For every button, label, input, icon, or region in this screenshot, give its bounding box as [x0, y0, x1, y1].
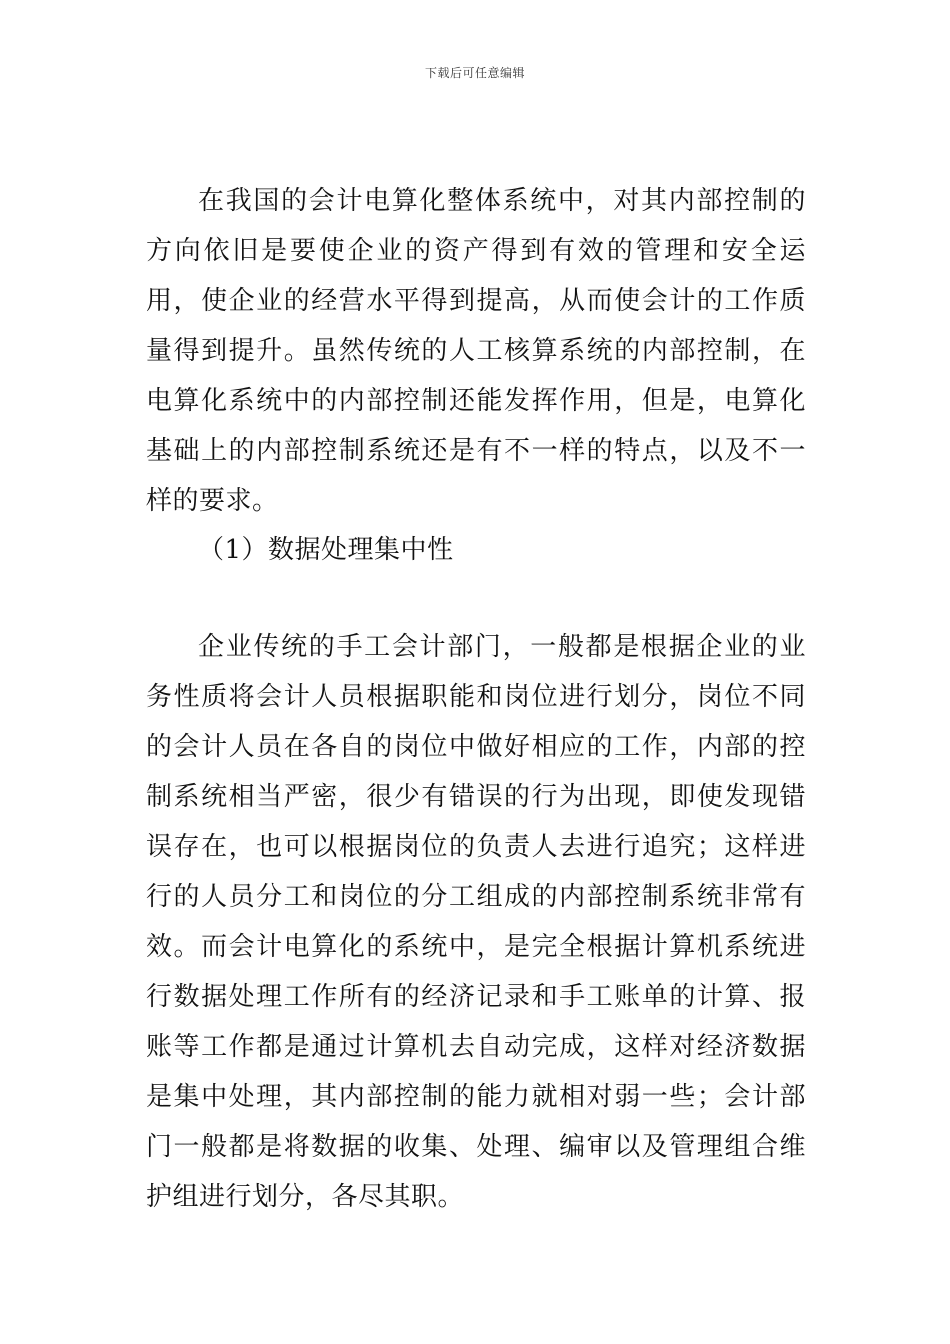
section-heading: （1）数据处理集中性	[198, 535, 454, 565]
paragraph-1: 在我国的会计电算化整体系统中，对其内部控制的方向依旧是要使企业的资产得到有效的管理和安全运用，使企业的经营水平得到提高，从而使会计的工作质量得到提升。虽然传统的人工核算系统的内部控制，在电算化系统中的内部控制还能发挥作用，但是，电算化基础上的内部控制系统还是有不一样的特点，以及不一样的要求。	[146, 186, 806, 516]
header-note: 下载后可任意编辑	[424, 66, 525, 80]
paragraph-2: 企业传统的手工会计部门，一般都是根据企业的业务性质将会计人员根据职能和岗位进行划分，岗位不同的会计人员在各自的岗位中做好相应的工作，内部的控制系统相当严密，很少有错误的行为出现，即使发现错误存在，也可以根据岗位的负责人去进行追究；这样进行的人员分工和岗位的分工组成的内部控制系统非常有效。而会计电算化的系统中，是完全根据计算机系统进行数据处理工作所有的经济记录和手工账单的计算、报账等工作都是通过计算机去自动完成，这样对经济数据是集中处理，其内部控制的能力就相对弱一些；会计部门一般都是将数据的收集、处理、编审以及管理组合维护组进行划分，各尽其职。	[146, 632, 806, 1212]
